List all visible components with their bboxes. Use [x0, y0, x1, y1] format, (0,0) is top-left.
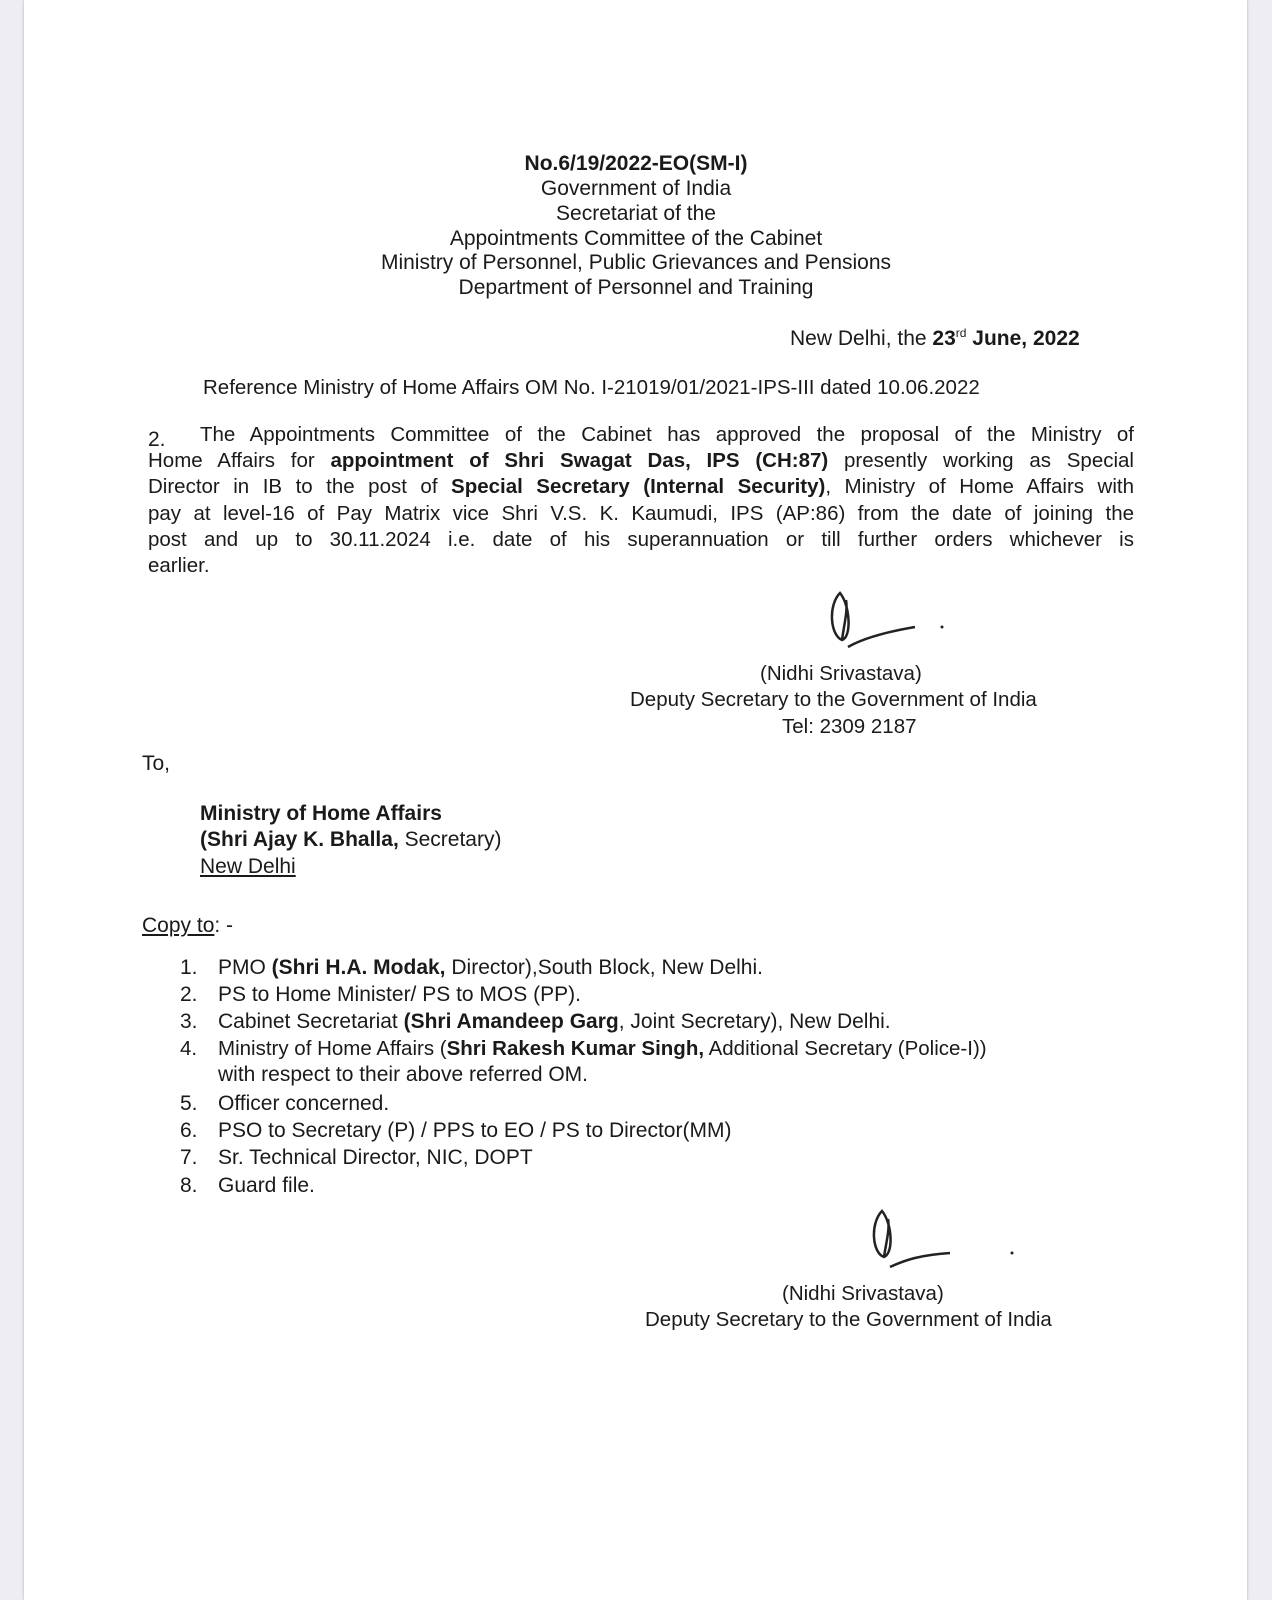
header-line: Ministry of Personnel, Public Grievances and Pensions — [380, 251, 892, 274]
signatory-name: (Nidhi Srivastava) — [760, 662, 922, 685]
para-line: pay at level-16 of Pay Matrix vice Shri V.S. K. Kaumudi, IPS (AP:86) from the date of joining the — [148, 502, 1134, 525]
to-line: (Shri Ajay K. Bhalla, Secretary) — [200, 828, 502, 851]
para-number: 2. — [148, 428, 166, 451]
list-item: 8. Guard file. — [180, 1174, 315, 1197]
header-line: Secretariat of the — [556, 202, 716, 225]
signatory-tel: Tel: 2309 2187 — [782, 715, 917, 738]
signatory-designation: Deputy Secretary to the Government of India — [630, 688, 1037, 711]
to-label: To, — [142, 752, 171, 775]
signatory-designation: Deputy Secretary to the Government of India — [645, 1308, 1052, 1331]
list-item: 5. Officer concerned. — [180, 1092, 390, 1115]
header-line: Appointments Committee of the Cabinet — [449, 227, 823, 250]
to-line: Ministry of Home Affairs — [200, 802, 442, 825]
list-item: 6. PSO to Secretary (P) / PPS to EO / PS to Director(MM) — [180, 1119, 732, 1142]
list-item: 4. Ministry of Home Affairs (Shri Rakesh Kumar Singh, Additional Secretary (Police-I)) — [180, 1037, 987, 1060]
signature-image-1 — [820, 585, 960, 660]
file-number: No.6/19/2022-EO(SM-I) — [524, 152, 748, 175]
header-line: Department of Personnel and Training — [458, 276, 814, 299]
to-line: New Delhi — [200, 855, 296, 878]
reference-line: Reference Ministry of Home Affairs OM No. I-21019/01/2021-IPS-III dated 10.06.2022 — [203, 376, 980, 399]
para-line: Director in IB to the post of Special Secretary (Internal Security), Ministry of Home Affairs with — [148, 475, 1134, 498]
list-item: 7. Sr. Technical Director, NIC, DOPT — [180, 1146, 533, 1169]
para-line: post and up to 30.11.2024 i.e. date of his superannuation or till further orders whichever is — [148, 528, 1134, 551]
para-line: Home Affairs for appointment of Shri Swagat Das, IPS (CH:87) presently working as Special — [148, 449, 1134, 472]
list-item: 1. PMO (Shri H.A. Modak, Director),South Block, New Delhi. — [180, 956, 763, 979]
list-item: 3. Cabinet Secretariat (Shri Amandeep Garg, Joint Secretary), New Delhi. — [180, 1010, 891, 1033]
list-item: 2. PS to Home Minister/ PS to MOS (PP). — [180, 983, 581, 1006]
signatory-name: (Nidhi Srivastava) — [782, 1282, 944, 1305]
header-line: Government of India — [540, 177, 732, 200]
signature-image-2 — [860, 1205, 1020, 1285]
para-line: The Appointments Committee of the Cabinet has approved the proposal of the Ministry of — [200, 423, 1134, 446]
list-item-continuation: with respect to their above referred OM. — [218, 1063, 588, 1086]
copy-to-label: Copy to: - — [142, 914, 234, 937]
para-line: earlier. — [148, 554, 210, 577]
date-line: New Delhi, the 23rd June, 2022 — [790, 326, 1080, 350]
